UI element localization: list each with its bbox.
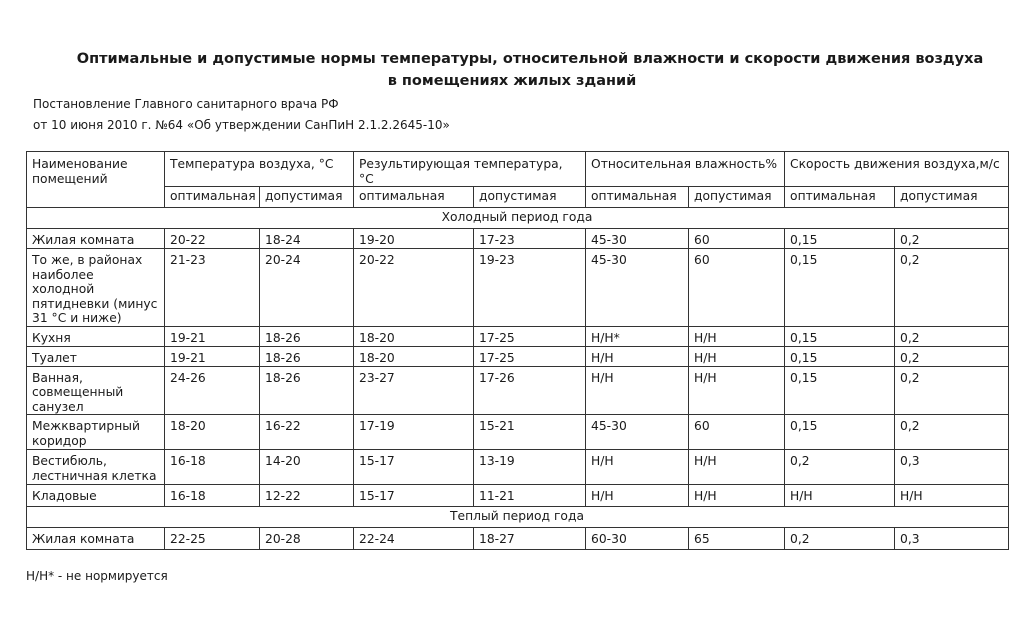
document-title-line-2: в помещениях жилых зданий: [387, 73, 637, 89]
value-cell: 0,2: [895, 249, 1009, 327]
value-cell: 15-17: [354, 485, 474, 507]
value-cell: 0,2: [895, 346, 1009, 366]
value-cell: 20-22: [165, 229, 260, 249]
value-cell: 24-26: [165, 366, 260, 415]
cold-period-label: Холодный период года: [27, 208, 1009, 229]
room-name-cell: Межквартирный коридор: [27, 415, 165, 450]
value-cell: 14-20: [260, 450, 354, 485]
table-row: [27, 528, 1009, 550]
value-cell: 45-30: [586, 415, 689, 450]
value-cell: 16-18: [165, 450, 260, 485]
value-cell: Н/Н: [689, 346, 785, 366]
table-row: [27, 415, 1009, 450]
result-temp-header: Результирующая температура, °С: [354, 152, 586, 187]
value-cell: Н/Н: [586, 346, 689, 366]
value-cell: 18-26: [260, 366, 354, 415]
norms-table: [26, 151, 1009, 550]
value-cell: 22-25: [165, 528, 260, 550]
value-cell: 17-25: [474, 326, 586, 346]
value-cell: Н/Н: [895, 485, 1009, 507]
value-cell: 60-30: [586, 528, 689, 550]
value-cell: 0,15: [785, 366, 895, 415]
value-cell: 16-18: [165, 485, 260, 507]
value-cell: 17-23: [474, 229, 586, 249]
value-cell: 20-22: [354, 249, 474, 327]
value-cell: 60: [689, 249, 785, 327]
value-cell: 0,2: [785, 528, 895, 550]
room-name-cell: Туалет: [27, 346, 165, 366]
sub-header-permissible: допустимая: [260, 187, 354, 208]
sub-header-optimal: оптимальная: [586, 187, 689, 208]
value-cell: 19-23: [474, 249, 586, 327]
value-cell: 18-26: [260, 346, 354, 366]
air-speed-header: Скорость движения воздуха,м/с: [785, 152, 1009, 187]
value-cell: 0,3: [895, 450, 1009, 485]
value-cell: 17-19: [354, 415, 474, 450]
value-cell: 11-21: [474, 485, 586, 507]
source-decree: Постановление Главного санитарного врача РФ: [33, 97, 339, 111]
document-title-line-1: Оптимальные и допустимые нормы температуры, относительной влажности и скорости движения воздуха: [76, 51, 984, 67]
table-row: [27, 326, 1009, 346]
value-cell: 21-23: [165, 249, 260, 327]
table-row: [27, 450, 1009, 485]
value-cell: 0,15: [785, 346, 895, 366]
value-cell: Н/Н: [586, 450, 689, 485]
value-cell: 0,2: [895, 229, 1009, 249]
humidity-header: Относительная влажность%: [586, 152, 785, 187]
value-cell: Н/Н: [785, 485, 895, 507]
value-cell: 45-30: [586, 229, 689, 249]
source-date: от 10 июня 2010 г. №64 «Об утверждении СанПиН 2.1.2.2645-10»: [33, 118, 450, 132]
air-temp-header: Температура воздуха, °С: [165, 152, 354, 187]
norms-table-body: [27, 208, 1009, 550]
value-cell: 0,3: [895, 528, 1009, 550]
sub-header-permissible: допустимая: [895, 187, 1009, 208]
value-cell: 0,2: [895, 366, 1009, 415]
room-name-cell: Жилая комната: [27, 229, 165, 249]
table-row: [27, 485, 1009, 507]
room-name-cell: Ванная, совмещенный санузел: [27, 366, 165, 415]
table-row: [27, 249, 1009, 327]
sub-header-optimal: оптимальная: [354, 187, 474, 208]
table-row: [27, 366, 1009, 415]
value-cell: 60: [689, 229, 785, 249]
footnote: Н/Н* - не нормируется: [26, 569, 168, 583]
value-cell: 15-21: [474, 415, 586, 450]
warm-period-label: Теплый период года: [27, 507, 1009, 528]
room-name-cell: Вестибюль, лестничная клетка: [27, 450, 165, 485]
value-cell: Н/Н: [689, 326, 785, 346]
value-cell: 23-27: [354, 366, 474, 415]
sub-header-optimal: оптимальная: [785, 187, 895, 208]
room-name-cell: Кладовые: [27, 485, 165, 507]
value-cell: 18-20: [165, 415, 260, 450]
value-cell: 45-30: [586, 249, 689, 327]
value-cell: 18-20: [354, 326, 474, 346]
value-cell: 19-20: [354, 229, 474, 249]
value-cell: 18-26: [260, 326, 354, 346]
value-cell: Н/Н: [586, 485, 689, 507]
room-column-header: Наименование помещений: [27, 152, 165, 208]
value-cell: 0,15: [785, 249, 895, 327]
room-name-cell: То же, в районах наиболее холодной пятидневки (минус 31 °С и ниже): [27, 249, 165, 327]
value-cell: 0,2: [895, 326, 1009, 346]
value-cell: 20-24: [260, 249, 354, 327]
sub-header-optimal: оптимальная: [165, 187, 260, 208]
table-row: [27, 229, 1009, 249]
value-cell: 0,15: [785, 415, 895, 450]
value-cell: 60: [689, 415, 785, 450]
value-cell: 20-28: [260, 528, 354, 550]
value-cell: 22-24: [354, 528, 474, 550]
sub-header-permissible: допустимая: [689, 187, 785, 208]
value-cell: 0,15: [785, 326, 895, 346]
value-cell: 15-17: [354, 450, 474, 485]
value-cell: 17-25: [474, 346, 586, 366]
value-cell: 65: [689, 528, 785, 550]
value-cell: 18-24: [260, 229, 354, 249]
room-name-cell: Жилая комната: [27, 528, 165, 550]
value-cell: 12-22: [260, 485, 354, 507]
value-cell: 19-21: [165, 346, 260, 366]
value-cell: Н/Н: [586, 366, 689, 415]
value-cell: 18-27: [474, 528, 586, 550]
room-name-cell: Кухня: [27, 326, 165, 346]
value-cell: Н/Н: [689, 366, 785, 415]
value-cell: 19-21: [165, 326, 260, 346]
value-cell: Н/Н: [689, 450, 785, 485]
value-cell: Н/Н: [689, 485, 785, 507]
value-cell: 0,15: [785, 229, 895, 249]
value-cell: 16-22: [260, 415, 354, 450]
value-cell: 18-20: [354, 346, 474, 366]
table-row: [27, 346, 1009, 366]
value-cell: 0,2: [895, 415, 1009, 450]
value-cell: Н/Н*: [586, 326, 689, 346]
value-cell: 0,2: [785, 450, 895, 485]
sub-header-permissible: допустимая: [474, 187, 586, 208]
value-cell: 13-19: [474, 450, 586, 485]
value-cell: 17-26: [474, 366, 586, 415]
